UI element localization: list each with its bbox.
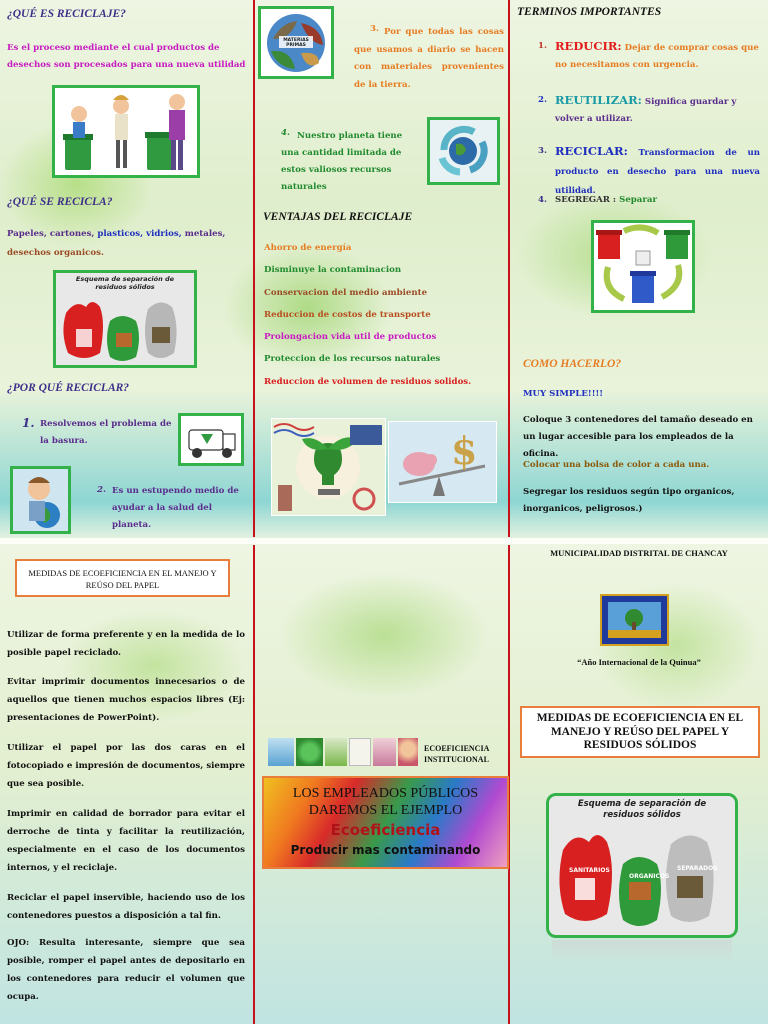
item-papeles: Papeles, cartones, <box>7 229 95 239</box>
thumb-cleaning-icon <box>373 738 397 766</box>
razon-2-number: 2. <box>97 485 106 495</box>
item-desechos: desechos organicos. <box>7 248 104 258</box>
term-2-def: Significa guardar y volver a utilizar. <box>555 97 737 124</box>
bag-label-sanitarios: SANITARIOS <box>569 867 610 874</box>
bag-label-separados: SEPARADOS <box>677 865 718 872</box>
razon-1-number: 1. <box>22 416 35 430</box>
boy-globe-image <box>10 466 71 534</box>
panel-divider <box>253 0 255 537</box>
paso-1-text: Coloque 3 contenedores del tamaño deseado en un lugar accesible para los empleados de la oficina. <box>523 415 753 459</box>
term-4 <box>538 192 760 209</box>
cover-scheme-reflection <box>552 940 732 964</box>
recycling-truck-image <box>178 413 244 466</box>
ventaja-item: Prolongacion vida util de productos <box>264 332 437 343</box>
municipality-name: MUNICIPALIDAD DISTRITAL DE CHANCAY <box>550 548 728 558</box>
green-energy-image <box>271 418 386 516</box>
svg-text:$: $ <box>451 428 478 473</box>
item-metales: metales, <box>184 229 226 239</box>
paso-2-text: Colocar una bolsa de color a cada una. <box>523 460 710 470</box>
que-es-text: Es el proceso mediante el cual productos de desechos son procesados para una nueva utilidad <box>7 43 246 70</box>
heading-terminos: TERMINOS IMPORTANTES <box>517 6 662 18</box>
banner-line-2: DAREMOS EL EJEMPLO <box>308 803 463 818</box>
banner-line-1: LOS EMPLEADOS PÚBLICOS <box>292 786 479 801</box>
globe-label: MATERIAS PRIMAS <box>283 38 309 48</box>
thumb-leaf-icon <box>325 738 347 766</box>
term-3-term: RECICLAR: <box>555 144 628 158</box>
heading-que-es-reciclaje: ¿QUÉ ES RECICLAJE? <box>7 8 126 20</box>
heading-que-se-recicla: ¿QUÉ SE RECICLA? <box>7 196 113 208</box>
year-motto: “Año Internacional de la Quinua” <box>577 657 701 667</box>
recycle-bins-image <box>591 220 695 313</box>
paper-reuse-title: MEDIDAS DE ECOEFICIENCIA EN EL MANEJO Y REÚSO DEL PAPEL <box>28 568 217 590</box>
thumb-doc-icon <box>349 738 371 766</box>
term-4-def: Separar <box>619 195 657 205</box>
raw-materials-globe-image <box>258 6 334 79</box>
paper-tip-5: Reciclar el papel inservible, haciendo uso de los contenedores puestos a disposición a tal fin. <box>7 893 245 921</box>
term-3-def: Transformacion de un producto en desecho para una nueva utilidad. <box>555 148 760 196</box>
cover-title: MEDIDAS DE ECOEFICIENCIA EN EL MANEJO Y REÚSO DEL PAPEL Y RESIDUOS SÓLIDOS <box>536 712 744 751</box>
heading-por-que-reciclar: ¿POR QUÉ RECICLAR? <box>7 382 130 394</box>
bag-label-organicos: ORGANICOS <box>629 873 670 880</box>
term-2 <box>538 92 760 128</box>
ventaja-item: Reduccion de volumen de residuos solidos. <box>264 376 472 387</box>
item-vidrios: vidrios, <box>146 229 182 239</box>
banner-tagline: Producir mas contaminando <box>290 843 481 857</box>
cover-waste-scheme <box>546 793 738 938</box>
scheme-title: Esquema de separación de residuos sólidos <box>75 275 175 291</box>
paper-tip-1: Utilizar de forma preferente y en la medida de lo posible papel reciclado. <box>7 630 245 658</box>
earth-recycle-image <box>427 117 500 185</box>
term-4-term: SEGREGAR : <box>555 195 617 205</box>
term-1-def: Dejar de comprar cosas que no necesitamos con urgencia. <box>555 43 759 70</box>
ventaja-item: Ahorro de energía <box>264 243 352 253</box>
panel-divider <box>508 0 510 537</box>
que-se-recicla-text <box>7 225 247 263</box>
heading-como-hacerlo: COMO HACERLO? <box>523 358 622 370</box>
panel-divider <box>253 545 255 1024</box>
page-break <box>0 538 768 544</box>
reason-3-number: 3. <box>370 24 379 34</box>
reason-4-number: 4. <box>281 128 290 138</box>
heading-ventajas: VENTAJAS DEL RECICLAJE <box>263 211 413 223</box>
eco-institucional-label: ECOEFICIENCIA INSTITUCIONAL <box>424 744 489 764</box>
term-1-number: 1. <box>538 41 547 51</box>
term-3-number: 3. <box>538 146 547 156</box>
paper-tip-2: Evitar imprimir documentos innecesarios o de aquellos que tienen muchos espacios libres (Ej: presentaciones de PowerPoint). <box>7 677 245 723</box>
term-1 <box>538 38 760 74</box>
ventajas-list <box>264 240 502 396</box>
thumb-water-icon <box>268 738 294 766</box>
thumb-child-photo <box>398 738 418 766</box>
razon-1-text: Resolvemos el problema de la basura. <box>40 419 172 446</box>
paper-tip-3: Utilizar el papel por las dos caras en el fotocopiado e impresión de documentos, siempre que sea posible. <box>7 743 245 789</box>
term-4-number: 4. <box>538 195 547 205</box>
ventaja-item: Conservacion del medio ambiente <box>264 287 428 298</box>
paper-tip-4: Imprimir en calidad de borrador para evitar el derroche de tinta y facilitar la reutilización, especialmente en el caso de los documentos internos, y el reciclaje. <box>7 809 245 873</box>
municipal-crest <box>600 594 669 646</box>
paso-3-text: Segregar los residuos según tipo organicos, inorganicos, peligrosos.) <box>523 487 735 514</box>
paper-tip-6: OJO: Resulta interesante, siempre que sea posible, romper el papel antes de depositarlo en los contenedores para reducir el volumen que ocupa. <box>7 938 245 1002</box>
term-2-number: 2. <box>538 95 547 105</box>
savings-piggy-bank-image <box>388 421 497 503</box>
cover-title-box <box>520 706 760 758</box>
razon-2-text: Es un estupendo medio de ayudar a la salud del planeta. <box>112 486 239 530</box>
cover-scheme-title: Esquema de separación de residuos sólidos <box>577 799 707 820</box>
eco-banner <box>262 776 509 869</box>
ventaja-item: Proteccion de los recursos naturales <box>264 354 441 365</box>
recycling-family-image <box>52 85 200 178</box>
term-2-term: REUTILIZAR: <box>555 93 642 107</box>
banner-brand: Ecoeficiencia <box>330 821 441 839</box>
item-plasticos: plasticos, <box>97 229 144 239</box>
reason-4-text: Nuestro planeta tiene una cantidad limitada de estos valiosos recursos naturales <box>281 131 403 192</box>
ventaja-item: Reduccion de costos de transporte <box>264 309 431 320</box>
reason-3-text: Por que todas las cosas que usamos a diario se hacen con materiales provenientes de la tierra. <box>354 27 504 90</box>
muy-simple: MUY SIMPLE!!!! <box>523 389 604 399</box>
paper-reuse-title-box <box>15 559 230 597</box>
waste-separation-scheme <box>53 270 197 368</box>
eco-thumbnails <box>268 738 418 768</box>
ventaja-item: Disminuye la contaminacion <box>264 265 402 276</box>
term-1-term: REDUCIR: <box>555 39 622 53</box>
thumb-recycle-icon <box>296 738 324 766</box>
